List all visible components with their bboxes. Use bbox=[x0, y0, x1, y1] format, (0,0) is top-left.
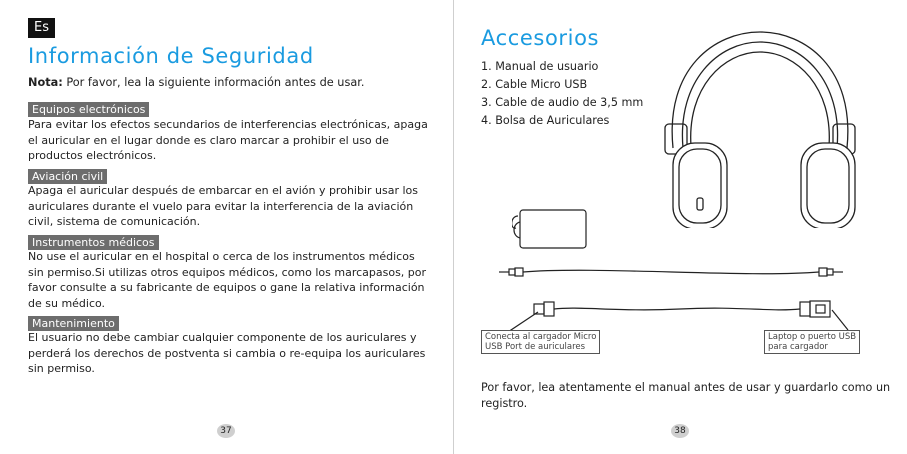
section-text-aviation: Apaga el auricular después de embarcar en el avión y prohibir usar los auriculares durante el vuelo para evitar la interferencia de la aviación civil, sistema de comunicación. bbox=[28, 184, 419, 228]
callout-usb-port-line1: Laptop o puerto USB bbox=[768, 332, 857, 342]
footer-note: Por favor, lea atentamente el manual antes de usar y guardarlo como un registro. bbox=[481, 381, 891, 410]
note-label: Nota: bbox=[28, 76, 63, 89]
section-text-maintenance: El usuario no debe cambiar cualquier componente de los auriculares y perderá los derechos de postventa si cambia o re-equipa los auriculares sin permiso. bbox=[28, 331, 426, 375]
page-number-right: 38 bbox=[671, 424, 689, 438]
section-text-medical: No use el auricular en el hospital o cerca de los instrumentos médicos sin permiso.Si utilizas otros equipos médicos, como los marcapasos, por favor consulte a su fabricante de equipos o gane la relativa información de su médico. bbox=[28, 250, 427, 310]
list-item: 4. Bolsa de Auriculares bbox=[481, 114, 610, 127]
callout-usb-port-line2: para cargador bbox=[768, 342, 828, 352]
section-label-medical: Instrumentos médicos bbox=[28, 235, 159, 250]
page-number-left: 37 bbox=[217, 424, 235, 438]
note-line bbox=[28, 76, 364, 89]
left-page bbox=[0, 0, 453, 454]
language-badge: Es bbox=[28, 18, 55, 38]
page-title-safety: Información de Seguridad bbox=[28, 44, 314, 68]
accessory-list bbox=[481, 58, 643, 130]
list-item: 3. Cable de audio de 3,5 mm bbox=[481, 96, 644, 109]
section-label-electronics: Equipos electrónicos bbox=[28, 102, 149, 117]
section-label-maintenance: Mantenimiento bbox=[28, 316, 119, 331]
pouch-icon bbox=[512, 206, 588, 252]
callout-micro-usb-line1: Conecta al cargador Micro bbox=[485, 332, 597, 342]
section-text-electronics: Para evitar los efectos secundarios de interferencias electrónicas, apaga el auricular en el lugar donde es claro marcar a prohibir el uso de productos electrónicos. bbox=[28, 118, 428, 162]
list-item: 2. Cable Micro USB bbox=[481, 78, 588, 91]
section-label-aviation: Aviación civil bbox=[28, 169, 107, 184]
callout-micro-usb bbox=[481, 330, 600, 354]
note-text: Por favor, lea la siguiente información antes de usar. bbox=[62, 76, 365, 89]
list-item: 1. Manual de usuario bbox=[481, 60, 599, 73]
page-divider bbox=[453, 0, 454, 454]
callout-usb-port bbox=[764, 330, 860, 354]
callout-micro-usb-line2: USB Port de auriculares bbox=[485, 342, 586, 352]
headphones-icon bbox=[655, 28, 865, 228]
page-title-accessories: Accesorios bbox=[481, 26, 600, 50]
audio-cable-icon bbox=[497, 262, 847, 282]
